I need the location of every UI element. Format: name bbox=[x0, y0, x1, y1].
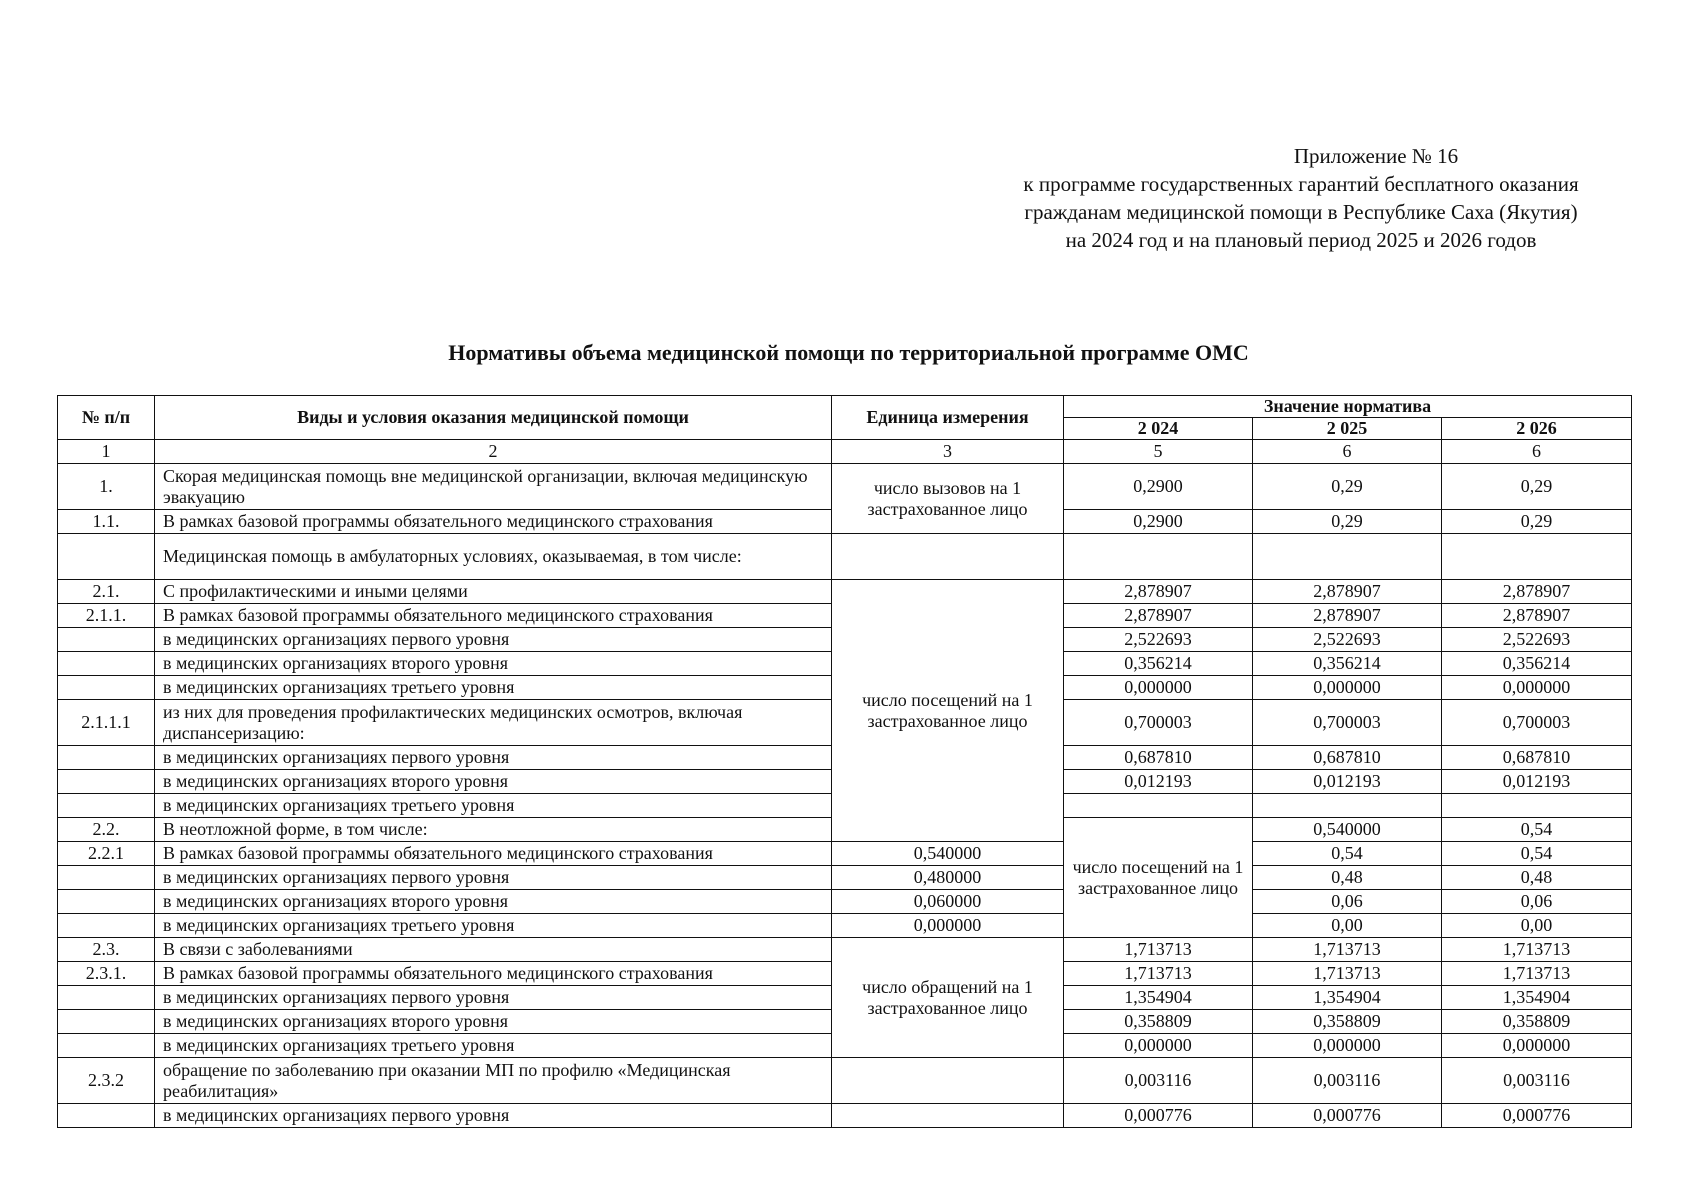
row-value: 0,003116 bbox=[1253, 1058, 1442, 1104]
table-row bbox=[58, 842, 1632, 866]
row-value: 0,012193 bbox=[1064, 770, 1253, 794]
row-kind: в медицинских организациях первого уровня bbox=[155, 628, 832, 652]
row-kind: в медицинских организациях первого уровня bbox=[155, 986, 832, 1010]
row-value: 0,700003 bbox=[1253, 700, 1442, 746]
row-value: 0,000000 bbox=[832, 914, 1064, 938]
norms-table bbox=[57, 395, 1632, 1128]
row-value: 0,358809 bbox=[1442, 1010, 1632, 1034]
row-value: 0,687810 bbox=[1442, 746, 1632, 770]
table-row bbox=[58, 938, 1632, 962]
table-row bbox=[58, 914, 1632, 938]
row-num bbox=[58, 628, 155, 652]
row-num bbox=[58, 746, 155, 770]
row-value: 0,29 bbox=[1442, 510, 1632, 534]
row-value: 2,522693 bbox=[1442, 628, 1632, 652]
row-value: 0,54 bbox=[1442, 842, 1632, 866]
row-value: 0,000000 bbox=[1253, 1034, 1442, 1058]
row-value: 0,000000 bbox=[1064, 1034, 1253, 1058]
row-num: 2.2.1 bbox=[58, 842, 155, 866]
row-kind: в медицинских организациях первого уровня bbox=[155, 866, 832, 890]
row-value: 0,012193 bbox=[1253, 770, 1442, 794]
row-value: 0,358809 bbox=[1064, 1010, 1253, 1034]
row-value bbox=[1064, 794, 1253, 818]
row-num bbox=[58, 914, 155, 938]
row-num: 2.3.2 bbox=[58, 1058, 155, 1104]
row-value: 0,48 bbox=[1442, 866, 1632, 890]
row-kind: в медицинских организациях третьего уровня bbox=[155, 914, 832, 938]
row-value: 0,000776 bbox=[1442, 1104, 1632, 1128]
row-num: 2.1.1. bbox=[58, 604, 155, 628]
row-value: 0,358809 bbox=[1253, 1010, 1442, 1034]
row-value: 2,878907 bbox=[1253, 580, 1442, 604]
row-value: 0,29 bbox=[1442, 464, 1632, 510]
row-value: 0,00 bbox=[1442, 914, 1632, 938]
header-year: 2 026 bbox=[1442, 418, 1632, 440]
row-num: 2.1. bbox=[58, 580, 155, 604]
row-kind: Медицинская помощь в амбулаторных условиях, оказываемая, в том числе: bbox=[155, 534, 832, 580]
appendix-block bbox=[941, 142, 1661, 254]
row-unit: число вызовов на 1 застрахованное лицо bbox=[832, 464, 1064, 534]
row-kind: В неотложной форме, в том числе: bbox=[155, 818, 832, 842]
row-value: 0,700003 bbox=[1442, 700, 1632, 746]
row-kind: в медицинских организациях второго уровня bbox=[155, 1010, 832, 1034]
row-num bbox=[58, 1010, 155, 1034]
row-kind: В связи с заболеваниями bbox=[155, 938, 832, 962]
row-unit-empty bbox=[832, 1104, 1064, 1128]
table-row bbox=[58, 1058, 1632, 1104]
row-value: 1,354904 bbox=[1064, 986, 1253, 1010]
row-num: 2.3. bbox=[58, 938, 155, 962]
row-value: 0,2900 bbox=[1064, 464, 1253, 510]
row-value: 0,06 bbox=[1442, 890, 1632, 914]
row-value: 0,060000 bbox=[832, 890, 1064, 914]
row-num bbox=[58, 794, 155, 818]
row-value bbox=[1442, 534, 1632, 580]
row-kind: в медицинских организациях первого уровня bbox=[155, 746, 832, 770]
row-value: 2,878907 bbox=[1253, 604, 1442, 628]
row-unit: число обращений на 1 застрахованное лицо bbox=[832, 938, 1064, 1058]
table-row bbox=[58, 464, 1632, 510]
row-num bbox=[58, 1104, 155, 1128]
row-num bbox=[58, 986, 155, 1010]
row-value: 0,480000 bbox=[832, 866, 1064, 890]
table-row bbox=[58, 580, 1632, 604]
row-value: 0,540000 bbox=[1253, 818, 1442, 842]
row-num bbox=[58, 1034, 155, 1058]
index-cell: 3 bbox=[832, 440, 1064, 464]
row-value: 1,713713 bbox=[1442, 938, 1632, 962]
row-value: 1,713713 bbox=[1064, 962, 1253, 986]
row-kind: из них для проведения профилактических медицинских осмотров, включая диспансеризацию: bbox=[155, 700, 832, 746]
row-value: 1,713713 bbox=[1442, 962, 1632, 986]
row-value: 0,003116 bbox=[1064, 1058, 1253, 1104]
table-row bbox=[58, 1104, 1632, 1128]
header-year: 2 025 bbox=[1253, 418, 1442, 440]
row-value: 0,000000 bbox=[1442, 1034, 1632, 1058]
index-cell: 6 bbox=[1442, 440, 1632, 464]
row-value: 0,29 bbox=[1253, 464, 1442, 510]
row-value: 1,713713 bbox=[1253, 962, 1442, 986]
row-kind: в медицинских организациях третьего уровня bbox=[155, 1034, 832, 1058]
row-value: 0,003116 bbox=[1442, 1058, 1632, 1104]
row-value: 0,29 bbox=[1253, 510, 1442, 534]
row-num bbox=[58, 770, 155, 794]
row-value: 0,000000 bbox=[1253, 676, 1442, 700]
header-year: 2 024 bbox=[1064, 418, 1253, 440]
row-value: 0,356214 bbox=[1253, 652, 1442, 676]
row-num bbox=[58, 890, 155, 914]
row-kind: в медицинских организациях второго уровня bbox=[155, 770, 832, 794]
appendix-line: на 2024 год и на плановый период 2025 и 2026 годов bbox=[1065, 228, 1537, 252]
row-value: 0,356214 bbox=[1064, 652, 1253, 676]
row-kind: обращение по заболеванию при оказании МП по профилю «Медицинская реабилитация» bbox=[155, 1058, 832, 1104]
row-value: 1,713713 bbox=[1253, 938, 1442, 962]
row-value: 0,356214 bbox=[1442, 652, 1632, 676]
row-value: 0,700003 bbox=[1064, 700, 1253, 746]
row-kind: В рамках базовой программы обязательного медицинского страхования bbox=[155, 604, 832, 628]
row-value: 2,522693 bbox=[1064, 628, 1253, 652]
row-kind: в медицинских организациях второго уровня bbox=[155, 890, 832, 914]
row-num: 1.1. bbox=[58, 510, 155, 534]
row-num: 2.3.1. bbox=[58, 962, 155, 986]
document-title: Нормативы объема медицинской помощи по территориальной программе ОМС bbox=[448, 340, 1249, 365]
row-num bbox=[58, 534, 155, 580]
table-row bbox=[58, 534, 1632, 580]
row-num bbox=[58, 652, 155, 676]
row-num bbox=[58, 676, 155, 700]
header-num: № п/п bbox=[58, 396, 155, 440]
row-kind: в медицинских организациях третьего уровня bbox=[155, 676, 832, 700]
row-value: 0,00 bbox=[1253, 914, 1442, 938]
row-value: 2,878907 bbox=[1442, 604, 1632, 628]
appendix-line: гражданам медицинской помощи в Республике Саха (Якутия) bbox=[1024, 200, 1578, 224]
row-value: 0,000776 bbox=[1253, 1104, 1442, 1128]
row-kind: В рамках базовой программы обязательного медицинского страхования bbox=[155, 842, 832, 866]
row-kind: в медицинских организациях первого уровня bbox=[155, 1104, 832, 1128]
row-value: 1,354904 bbox=[1442, 986, 1632, 1010]
row-value bbox=[1064, 534, 1253, 580]
row-value: 0,540000 bbox=[832, 842, 1064, 866]
index-cell: 5 bbox=[1064, 440, 1253, 464]
row-value: 0,687810 bbox=[1064, 746, 1253, 770]
row-num bbox=[58, 866, 155, 890]
row-kind: В рамках базовой программы обязательного медицинского страхования bbox=[155, 962, 832, 986]
index-cell: 1 bbox=[58, 440, 155, 464]
row-value: 1,354904 bbox=[1253, 986, 1442, 1010]
index-cell: 6 bbox=[1253, 440, 1442, 464]
row-value: 0,48 bbox=[1253, 866, 1442, 890]
appendix-line: к программе государственных гарантий бесплатного оказания bbox=[1023, 172, 1579, 196]
row-value: 1,713713 bbox=[1064, 938, 1253, 962]
row-kind: в медицинских организациях третьего уровня bbox=[155, 794, 832, 818]
row-num: 2.1.1.1 bbox=[58, 700, 155, 746]
row-value bbox=[1253, 794, 1442, 818]
row-kind: в медицинских организациях второго уровня bbox=[155, 652, 832, 676]
row-value: 0,000776 bbox=[1064, 1104, 1253, 1128]
row-num: 1. bbox=[58, 464, 155, 510]
header-unit: Единица измерения bbox=[832, 396, 1064, 440]
row-value: 2,522693 bbox=[1253, 628, 1442, 652]
header-value-group: Значение норматива bbox=[1064, 396, 1632, 418]
index-cell: 2 bbox=[155, 440, 832, 464]
appendix-line: Приложение № 16 bbox=[1293, 144, 1459, 168]
row-num: 2.2. bbox=[58, 818, 155, 842]
row-value: 0,54 bbox=[1442, 818, 1632, 842]
header-kind: Виды и условия оказания медицинской помощи bbox=[155, 396, 832, 440]
row-unit: число посещений на 1 застрахованное лицо bbox=[832, 580, 1064, 842]
row-value: 2,878907 bbox=[1064, 580, 1253, 604]
row-unit-empty bbox=[832, 534, 1064, 580]
row-value: 0,012193 bbox=[1442, 770, 1632, 794]
row-value: 2,878907 bbox=[1064, 604, 1253, 628]
row-value: 0,54 bbox=[1253, 842, 1442, 866]
row-value: 0,000000 bbox=[1442, 676, 1632, 700]
row-value: 0,687810 bbox=[1253, 746, 1442, 770]
table-row bbox=[58, 866, 1632, 890]
row-value: 2,878907 bbox=[1442, 580, 1632, 604]
row-kind: Скорая медицинская помощь вне медицинской организации, включая медицинскую эвакуацию bbox=[155, 464, 832, 510]
row-value: 0,2900 bbox=[1064, 510, 1253, 534]
row-value: 0,000000 bbox=[1064, 676, 1253, 700]
row-kind: С профилактическими и иными целями bbox=[155, 580, 832, 604]
index-row bbox=[58, 440, 1632, 464]
table-row bbox=[58, 890, 1632, 914]
row-value: 0,06 bbox=[1253, 890, 1442, 914]
row-value bbox=[1442, 794, 1632, 818]
row-unit-empty bbox=[832, 1058, 1064, 1104]
row-unit: число посещений на 1 застрахованное лицо bbox=[1064, 818, 1253, 938]
row-value bbox=[1253, 534, 1442, 580]
row-kind: В рамках базовой программы обязательного медицинского страхования bbox=[155, 510, 832, 534]
